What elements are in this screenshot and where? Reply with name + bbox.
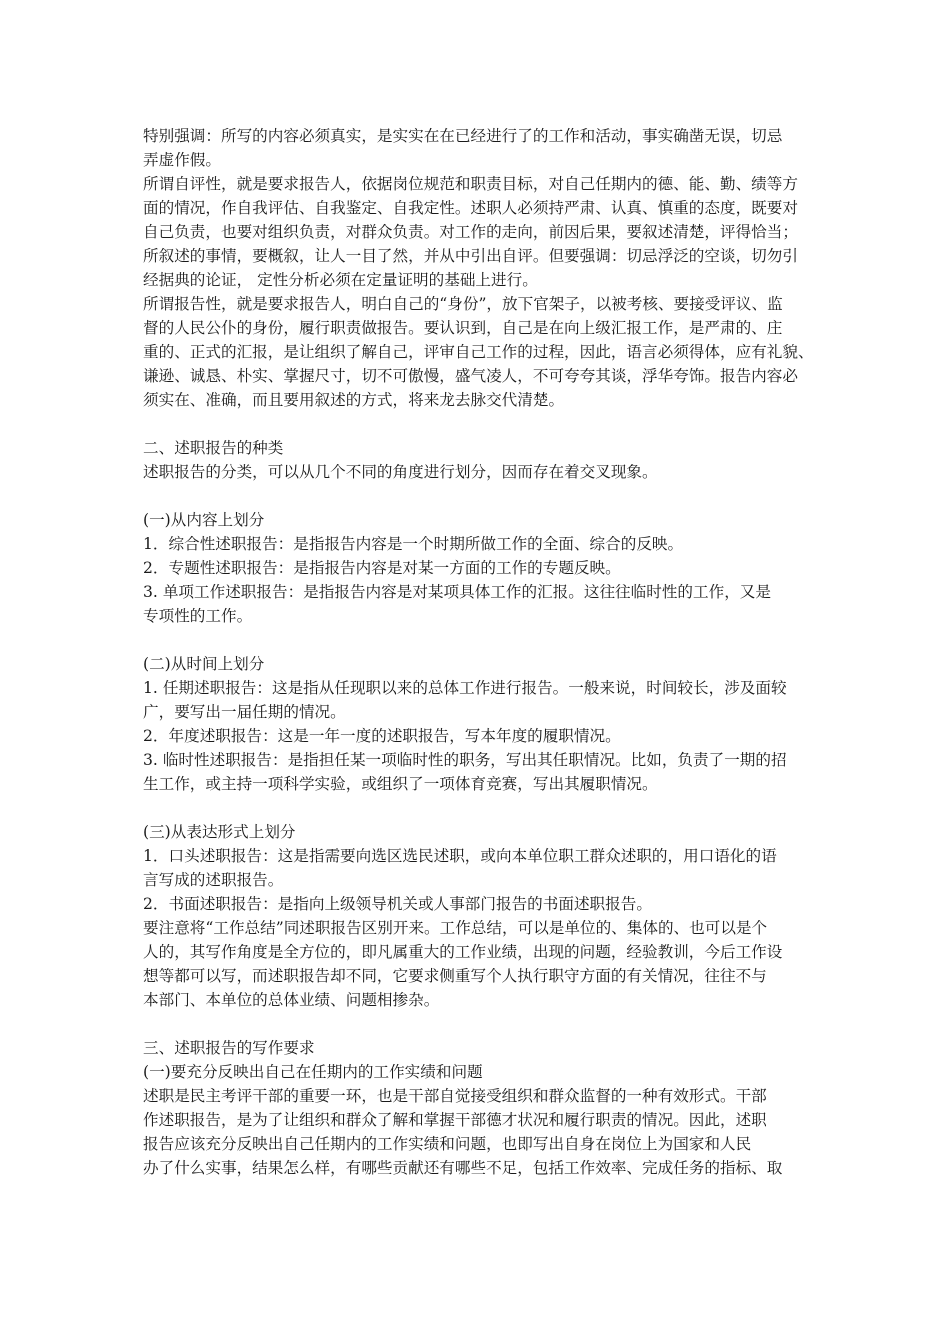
text-line: 述职是民主考评干部的重要一环，也是干部自觉接受组织和群众监督的一种有效形式。干部 — [143, 1087, 767, 1105]
section-heading: 二、述职报告的种类 — [143, 439, 284, 457]
blank-line — [143, 796, 815, 820]
text-line: 2．专题性述职报告：是指报告内容是对某一方面的工作的专题反映。 — [143, 559, 621, 577]
text-line: 面的情况，作自我评估、自我鉴定、自我定性。述职人必须持严肃、认真、慎重的态度，既要对 — [143, 199, 798, 217]
blank-line — [143, 412, 815, 436]
blank-line — [143, 628, 815, 652]
text-line: 特别强调：所写的内容必须真实，是实实在在已经进行了的工作和活动，事实确凿无误，切忌 — [143, 127, 783, 145]
text-line: 2．年度述职报告：这是一年一度的述职报告，写本年度的履职情况。 — [143, 727, 621, 745]
section-heading: 三、述职报告的写作要求 — [143, 1039, 315, 1057]
text-line: 本部门、本单位的总体业绩、问题相掺杂。 — [143, 991, 440, 1009]
subsection-heading: (一)从内容上划分 — [143, 511, 265, 529]
text-line: 弄虚作假。 — [143, 151, 221, 169]
text-line: 述职报告的分类，可以从几个不同的角度进行划分，因而存在着交叉现象。 — [143, 463, 658, 481]
text-line: 专项性的工作。 — [143, 607, 253, 625]
text-line: 须实在、准确，而且要用叙述的方式，将来龙去脉交代清楚。 — [143, 391, 565, 409]
subsection-heading: (一)要充分反映出自己在任期内的工作实绩和问题 — [143, 1063, 483, 1081]
text-line: 广，要写出一届任期的情况。 — [143, 703, 346, 721]
text-line: 谦逊、诚恳、朴实、掌握尺寸，切不可傲慢，盛气凌人，不可夸夸其谈，浮华夸饰。报告内容必 — [143, 367, 798, 385]
text-line: 重的、正式的汇报，是让组织了解自己，评审自己工作的过程，因此，语言必须得体，应有礼貌、 — [143, 343, 814, 361]
text-line: 所谓报告性，就是要求报告人，明白自己的“身份”，放下官架子，以被考核、要接受评议、监 — [143, 295, 783, 313]
text-line: 督的人民公仆的身份，履行职责做报告。要认识到，自己是在向上级汇报工作，是严肃的、庄 — [143, 319, 783, 337]
text-line: 报告应该充分反映出自己任期内的工作实绩和问题，也即写出自身在岗位上为国家和人民 — [143, 1135, 752, 1153]
text-line: 3. 临时性述职报告：是指担任某一项临时性的职务，写出其任职情况。比如，负责了一期的招 — [143, 751, 787, 769]
subsection-heading: (二)从时间上划分 — [143, 655, 265, 673]
blank-line — [143, 484, 815, 508]
text-line: 所谓自评性，就是要求报告人，依据岗位规范和职责目标，对自己任期内的德、能、勤、绩等方 — [143, 175, 798, 193]
text-line: 办了什么实事，结果怎么样，有哪些贡献还有哪些不足，包括工作效率、完成任务的指标、取 — [143, 1159, 783, 1177]
text-line: 所叙述的事情，要概叙，让人一目了然，并从中引出自评。但要强调：切忌浮泛的空谈，切勿引 — [143, 247, 798, 265]
text-line: 生工作，或主持一项科学实验，或组织了一项体育竞赛，写出其履职情况。 — [143, 775, 658, 793]
text-line: 2．书面述职报告：是指向上级领导机关或人事部门报告的书面述职报告。 — [143, 895, 652, 913]
text-line: 要注意将“工作总结”同述职报告区别开来。工作总结，可以是单位的、集体的、也可以是个 — [143, 919, 768, 937]
text-line: 3. 单项工作述职报告：是指报告内容是对某项具体工作的汇报。这往往临时性的工作，又是 — [143, 583, 771, 601]
text-line: 言写成的述职报告。 — [143, 871, 284, 889]
text-line: 1．口头述职报告：这是指需要向选区选民述职，或向本单位职工群众述职的，用口语化的语 — [143, 847, 777, 865]
text-line: 1．综合性述职报告：是指报告内容是一个时期所做工作的全面、综合的反映。 — [143, 535, 684, 553]
text-line: 想等都可以写，而述职报告却不同，它要求侧重写个人执行职守方面的有关情况，往往不与 — [143, 967, 767, 985]
text-line: 自己负责，也要对组织负责，对群众负责。对工作的走向，前因后果，要叙述清楚，评得恰当； — [143, 223, 798, 241]
subsection-heading: (三)从表达形式上划分 — [143, 823, 296, 841]
text-line: 1. 任期述职报告：这是指从任现职以来的总体工作进行报告。一般来说，时间较长，涉及面较 — [143, 679, 787, 697]
text-line: 作述职报告，是为了让组织和群众了解和掌握干部德才状况和履行职责的情况。因此，述职 — [143, 1111, 767, 1129]
document-page — [143, 124, 815, 1180]
text-line: 人的，其写作角度是全方位的，即凡属重大的工作业绩，出现的问题，经验教训，今后工作设 — [143, 943, 783, 961]
blank-line — [143, 1012, 815, 1036]
text-line: 经据典的论证， 定性分析必须在定量证明的基础上进行。 — [143, 271, 538, 289]
